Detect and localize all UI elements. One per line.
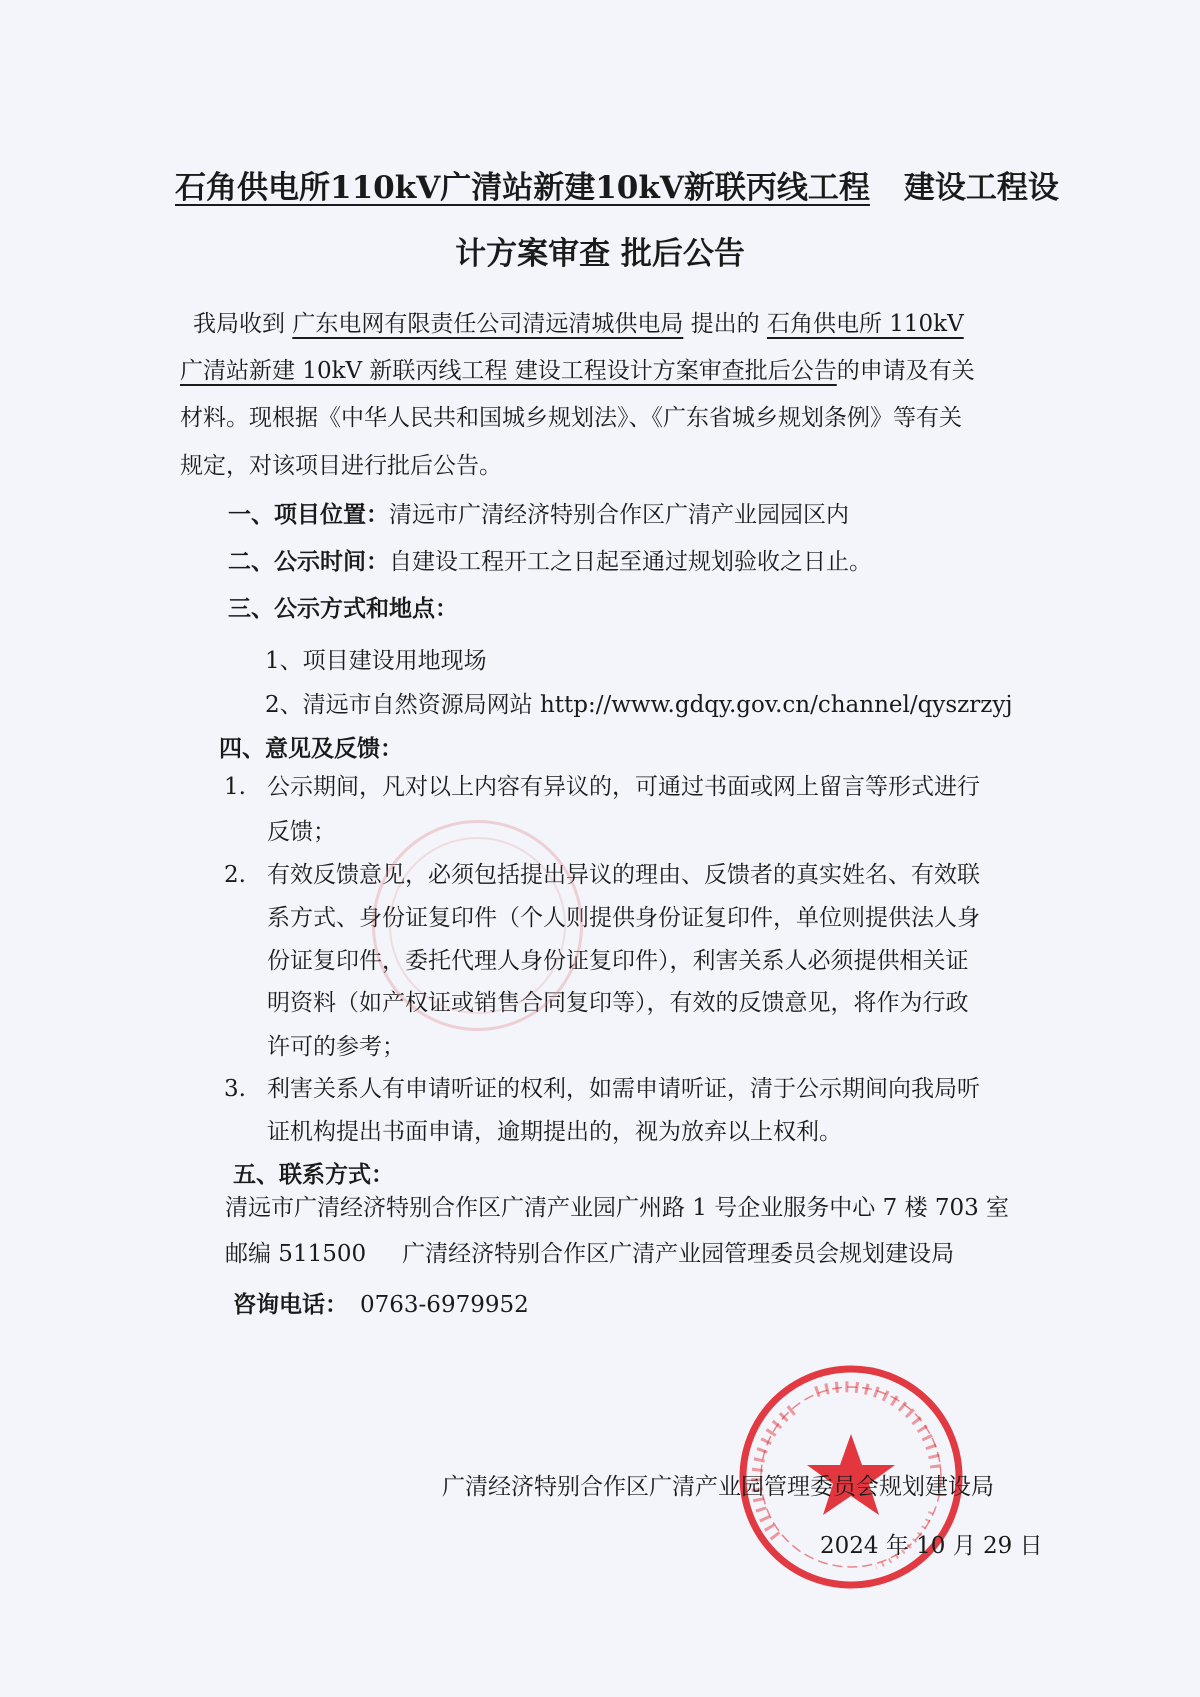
contact-address: 清远市广清经济特别合作区广清产业园广州路 1 号企业服务中心 7 楼 703 室 <box>225 1195 1010 1221</box>
phone-line <box>233 1290 1073 1320</box>
phone-number: 0763-6979952 <box>360 1292 529 1318</box>
phone-label: 咨询电话： <box>233 1291 348 1318</box>
title-line-1 <box>175 168 1059 208</box>
intro-line-2: 广清站新建 10kV 新联丙线工程 建设工程设计方案审查批后公告的申请及有关 <box>180 358 975 384</box>
feedback-item-2-line-2: 系方式、身份证复印件（个人则提供身份证复印件，单位则提供法人身 <box>267 905 980 931</box>
feedback-item-3-num: 3. <box>224 1076 246 1102</box>
section-contact-label: 五、联系方式： <box>233 1161 394 1188</box>
project-name-start: 石角供电所 110kV <box>766 311 964 337</box>
intro-line-4: 规定，对该项目进行批后公告。 <box>180 453 502 479</box>
feedback-item-2-num: 2. <box>224 862 246 888</box>
contact-office: 广清经济特别合作区广清产业园管理委员会规划建设局 <box>402 1241 955 1267</box>
method-item-2: 2、清远市自然资源局网站 http://www.gdqy.gov.cn/channel/qyszrzyj <box>265 692 1013 718</box>
title-line-2: 计方案审查 批后公告 <box>455 236 745 272</box>
title-project-name: 石角供电所110kV广清站新建10kV新联丙线工程 <box>175 170 870 206</box>
intro-line-1: 我局收到 广东电网有限责任公司清远清城供电局 提出的 石角供电所 110kV <box>193 311 964 337</box>
feedback-item-2-line-4: 明资料（如产权证或销售合同复印等），有效的反馈意见，将作为行政 <box>267 990 969 1016</box>
title-part-2: 建设工程设 <box>903 170 1059 206</box>
method-item-1: 1、项目建设用地现场 <box>265 648 487 674</box>
project-name-end: 广清站新建 10kV 新联丙线工程 建设工程设计方案审查批后公告 <box>180 358 837 384</box>
feedback-item-2-line-5: 许可的参考； <box>267 1034 405 1060</box>
feedback-item-2-line-1: 有效反馈意见，必须包括提出异议的理由、反馈者的真实姓名、有效联 <box>267 862 980 888</box>
section-location: 一、项目位置：清远市广清经济特别合作区广清产业园园区内 <box>228 501 849 528</box>
applicant-name: 广东电网有限责任公司清远清城供电局 <box>292 311 684 337</box>
issue-date: 2024 年 10 月 29 日 <box>820 1533 1043 1559</box>
feedback-item-1-num: 1. <box>224 774 246 800</box>
feedback-item-2-line-3: 份证复印件，委托代理人身份证复印件），利害关系人必须提供相关证 <box>267 948 969 974</box>
feedback-item-3-line-1: 利害关系人有申请听证的权利，如需申请听证，清于公示期间向我局听 <box>267 1076 980 1102</box>
signature-org: 广清经济特别合作区广清产业园管理委员会规划建设局 <box>442 1474 994 1500</box>
feedback-item-1-line-2: 反馈； <box>267 819 336 845</box>
intro-line-3: 材料。现根据《中华人民共和国城乡规划法》、《广东省城乡规划条例》等有关 <box>180 405 962 431</box>
section-method-label: 三、公示方式和地点： <box>228 595 458 622</box>
feedback-item-1-line-1: 公示期间，凡对以上内容有异议的，可通过书面或网上留言等形式进行 <box>267 774 980 800</box>
feedback-item-3-line-2: 证机构提出书面申请，逾期提出的，视为放弃以上权利。 <box>267 1119 842 1145</box>
postcode: 邮编 511500 <box>225 1241 367 1267</box>
section-feedback-label: 四、意见及反馈： <box>219 735 403 762</box>
contact-postcode-line <box>225 1239 1065 1269</box>
section-period: 二、公示时间：自建设工程开工之日起至通过规划验收之日止。 <box>228 548 872 575</box>
